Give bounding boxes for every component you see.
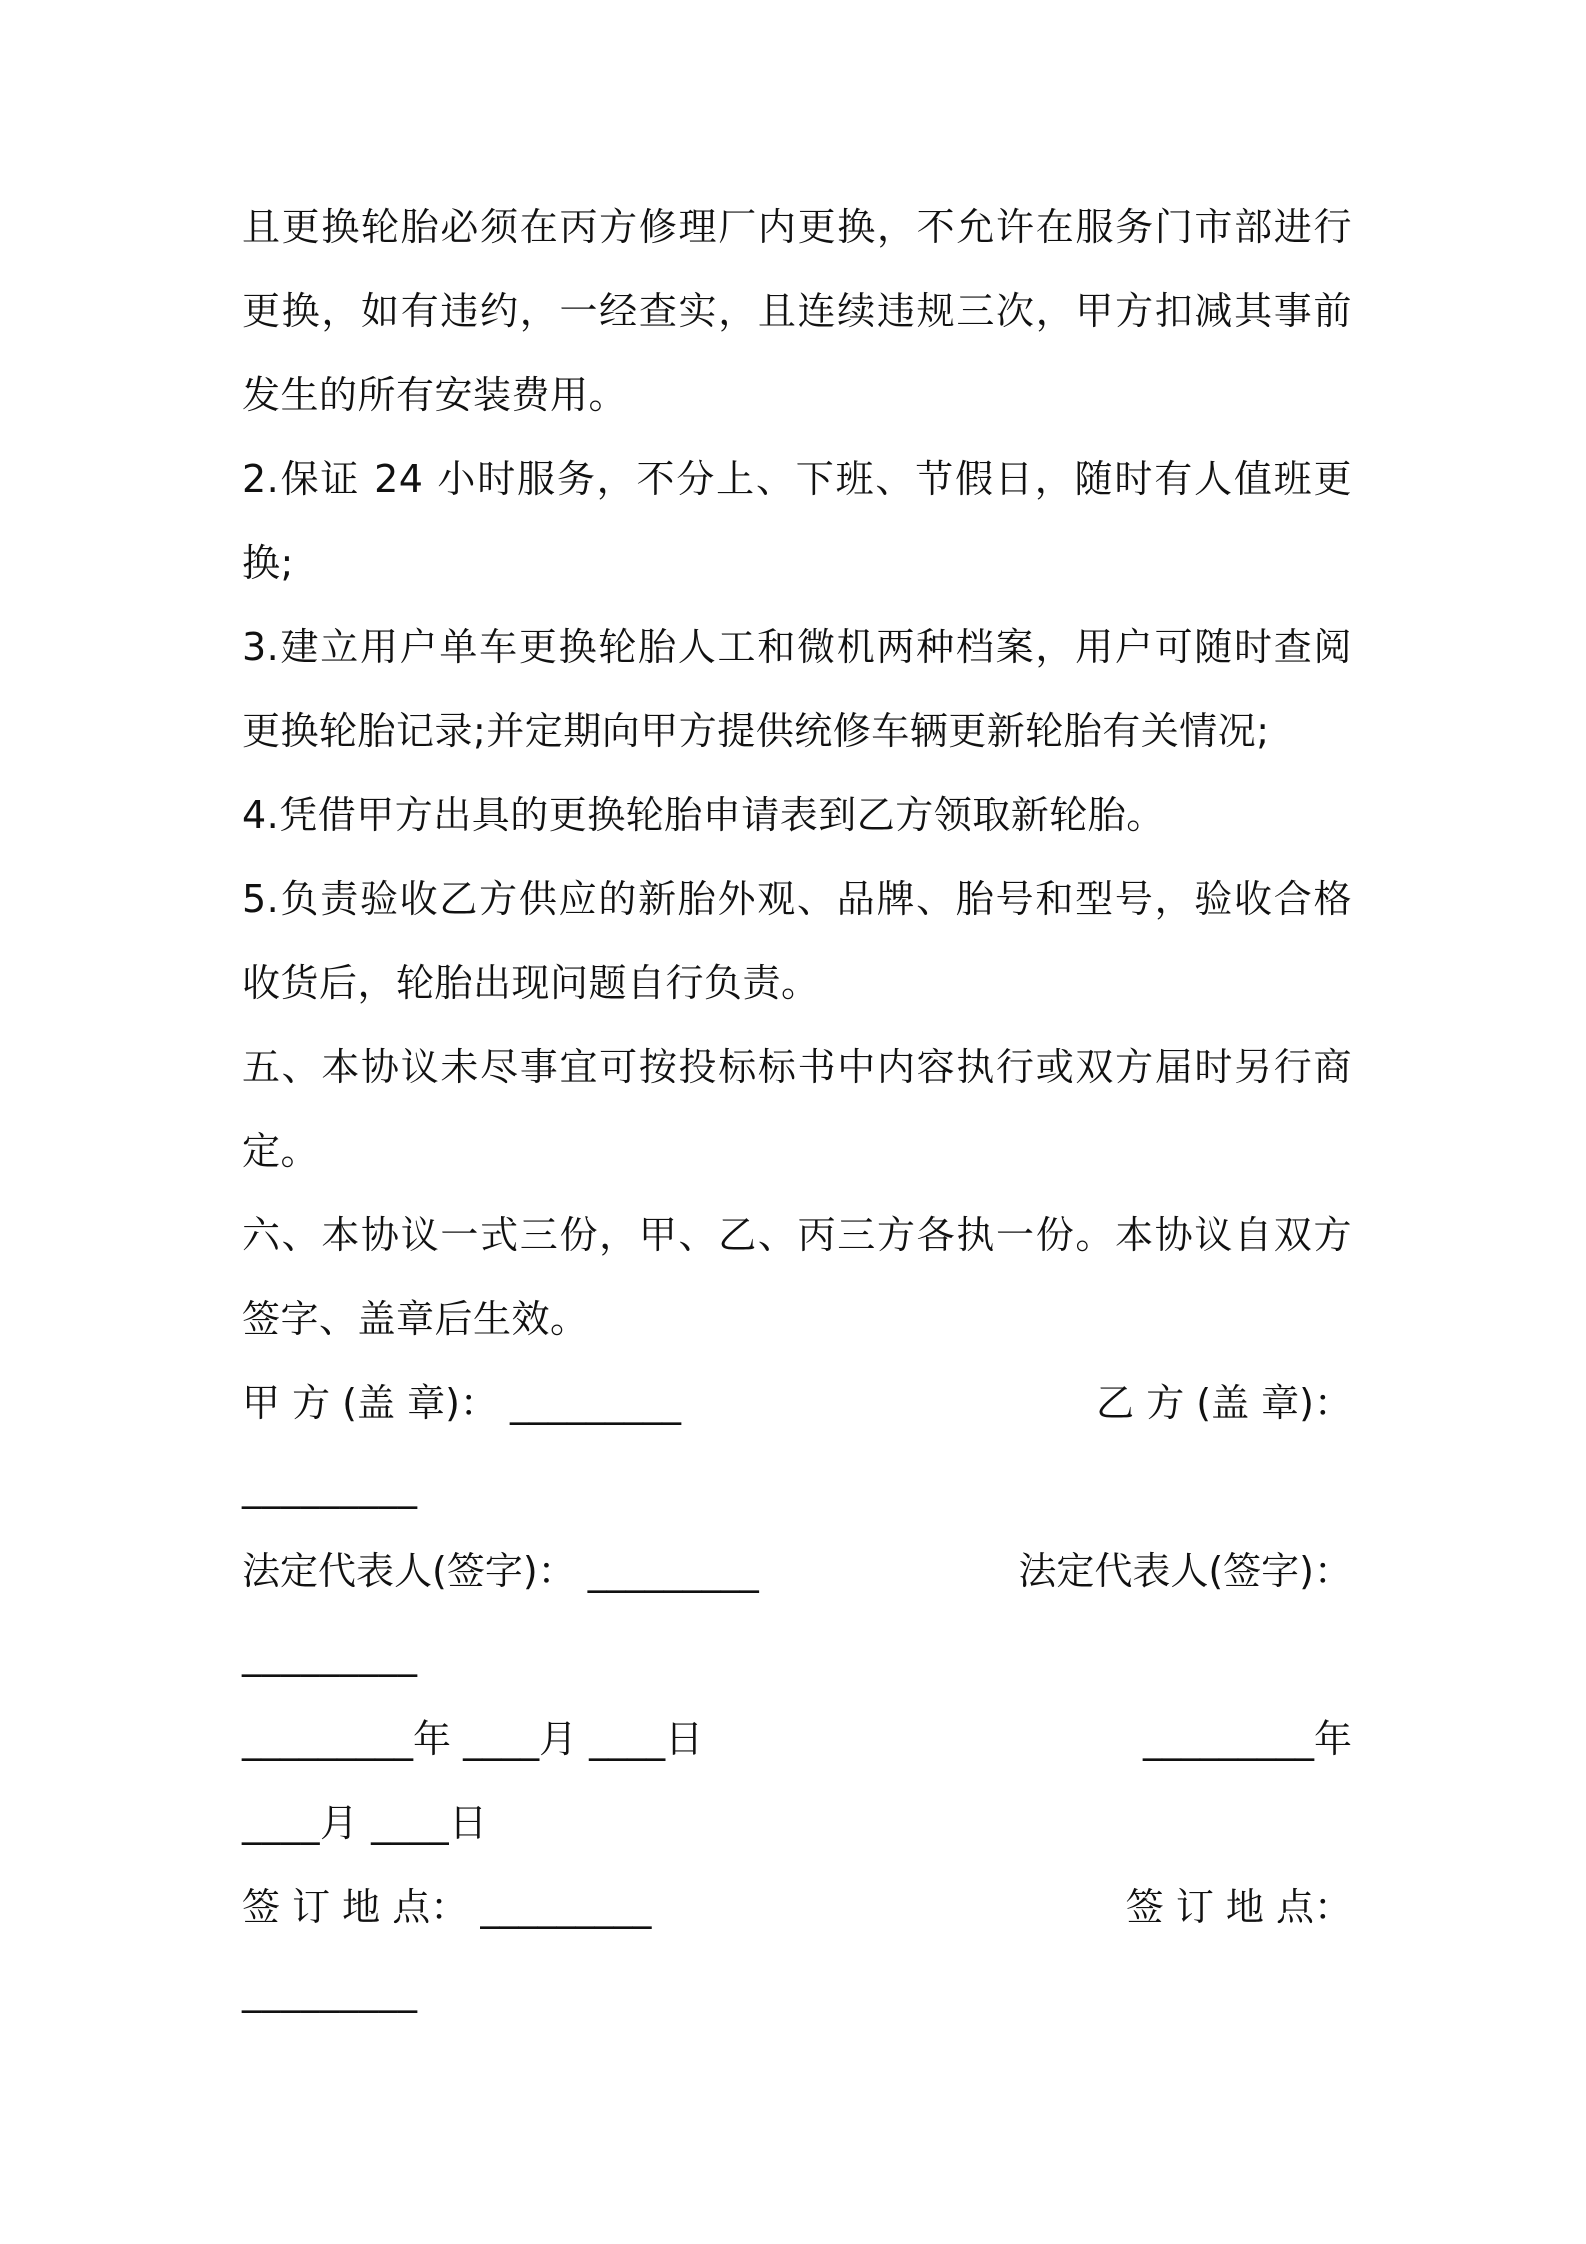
seal-blank: _________ [242,1465,418,1509]
section-5-line-2: 定。 [242,1129,320,1173]
paragraph-line-1: 且更换轮胎必须在丙方修理厂内更换，不允许在服务门市部进行 [242,205,1352,249]
party-b-date-rest: ____月 ____日 [242,1801,488,1845]
party-a-place: 签 订 地 点： _________ [242,1885,652,1929]
representative-row [242,1546,1352,1596]
place-row [242,1882,1352,1932]
party-b-representative: 法定代表人(签字)： [1018,1549,1352,1593]
section-6-line-1: 六、本协议一式三份，甲、乙、丙三方各执一份。本协议自双方 [242,1213,1352,1257]
paragraph-line-3: 发生的所有安装费用。 [242,373,628,417]
paragraph-line-2: 更换，如有违约，一经查实，且连续违规三次，甲方扣减其事前 [242,289,1352,333]
representative-blank: _________ [242,1633,418,1677]
clause-5-line-1: 5.负责验收乙方供应的新胎外观、品牌、胎号和型号，验收合格 [242,877,1352,921]
clause-5-line-2: 收货后，轮胎出现问题自行负责。 [242,961,820,1005]
party-a-representative: 法定代表人(签字)： _________ [242,1549,759,1593]
date-row [242,1714,1352,1764]
section-5-line-1: 五、本协议未尽事宜可按投标标书中内容执行或双方届时另行商 [242,1045,1352,1089]
party-b-date-year: _________年 [1142,1717,1352,1761]
clause-3-line-1: 3.建立用户单车更换轮胎人工和微机两种档案，用户可随时查阅 [242,625,1352,669]
clause-3-line-2: 更换轮胎记录;并定期向甲方提供统修车辆更新轮胎有关情况; [242,709,1270,753]
party-b-place: 签 订 地 点： [1125,1885,1352,1929]
party-a-date: _________年 ____月 ____日 [242,1717,704,1761]
clause-4-line-1: 4.凭借甲方出具的更换轮胎申请表到乙方领取新轮胎。 [242,793,1165,837]
party-a-seal: 甲 方 (盖 章)： _________ [242,1381,681,1425]
clause-2-line-1: 2.保证 24 小时服务，不分上、下班、节假日，随时有人值班更 [242,457,1352,501]
place-blank: _________ [242,1969,418,2013]
party-b-seal: 乙 方 (盖 章)： [1096,1381,1352,1425]
clause-2-line-2: 换; [242,541,294,585]
seal-row [242,1378,1352,1428]
section-6-line-2: 签字、盖章后生效。 [242,1297,589,1341]
